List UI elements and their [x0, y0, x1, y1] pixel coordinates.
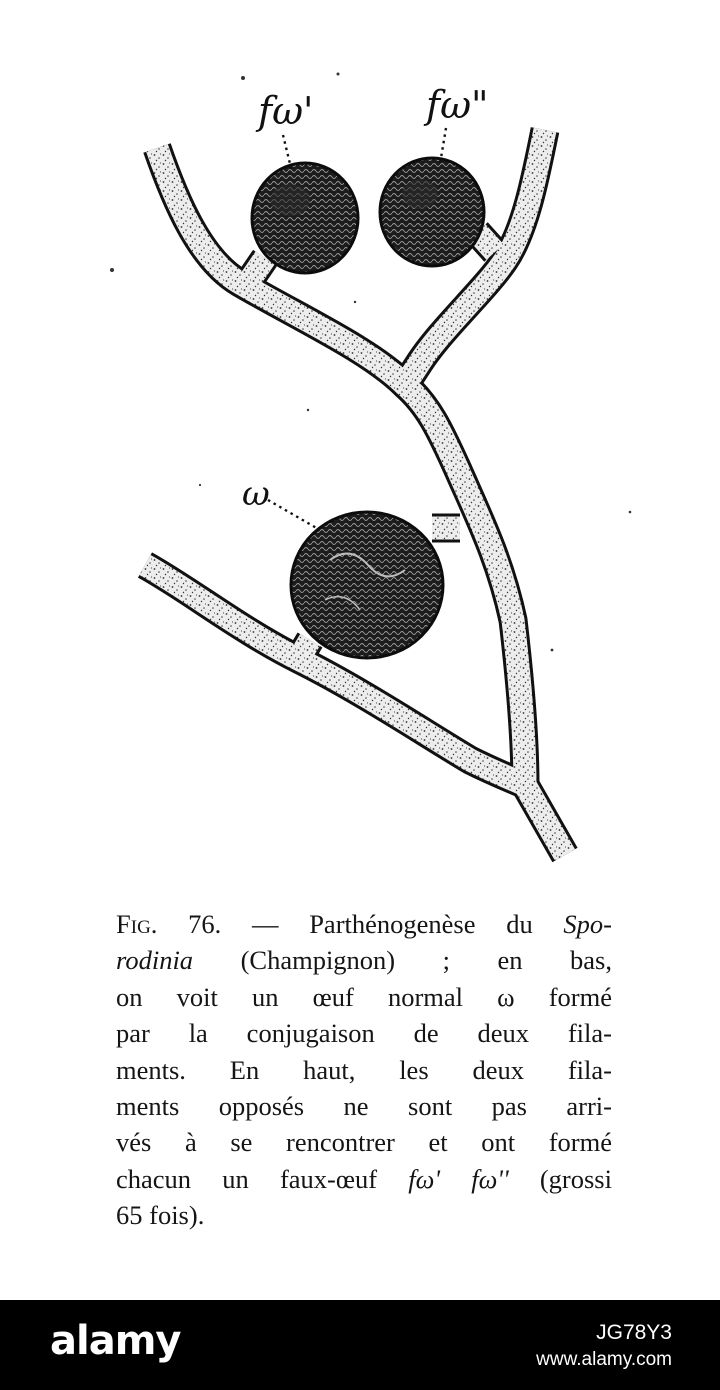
caption-line-5: ments. En haut, les deux fila-	[116, 1054, 612, 1085]
false-ovum-fw1	[252, 163, 358, 273]
caption-line-6: ments opposés ne sont pas arri-	[116, 1091, 612, 1122]
watermark-url: www.alamy.com	[536, 1349, 672, 1370]
figure-caption	[116, 906, 612, 1234]
alamy-logo: alamy	[50, 1318, 181, 1364]
caption-line-8: chacun un faux-œuf fω' fω'' (grossi	[116, 1163, 612, 1194]
caption-line-2: rodinia (Champignon) ; en bas,	[116, 945, 612, 976]
normal-ovum-w	[291, 512, 443, 658]
label-w: ω	[242, 474, 270, 514]
fig-label: Fig.	[116, 909, 158, 939]
caption-line-3: on voit un œuf normal ω formé	[116, 981, 612, 1012]
image-id: JG78Y3	[596, 1321, 672, 1344]
label-fw1: fω'	[258, 89, 314, 133]
fig-number: 76.	[188, 909, 222, 939]
caption-line-9: 65 fois).	[116, 1200, 205, 1231]
caption-line-1: Fig. 76. — Parthénogenèse du Spo-	[116, 909, 612, 939]
caption-line-7: vés à se rencontrer et ont formé	[116, 1127, 612, 1158]
label-fw2: fω"	[426, 83, 489, 127]
caption-line-4: par la conjugaison de deux fila-	[116, 1018, 612, 1049]
false-ovum-fw2	[380, 158, 484, 266]
